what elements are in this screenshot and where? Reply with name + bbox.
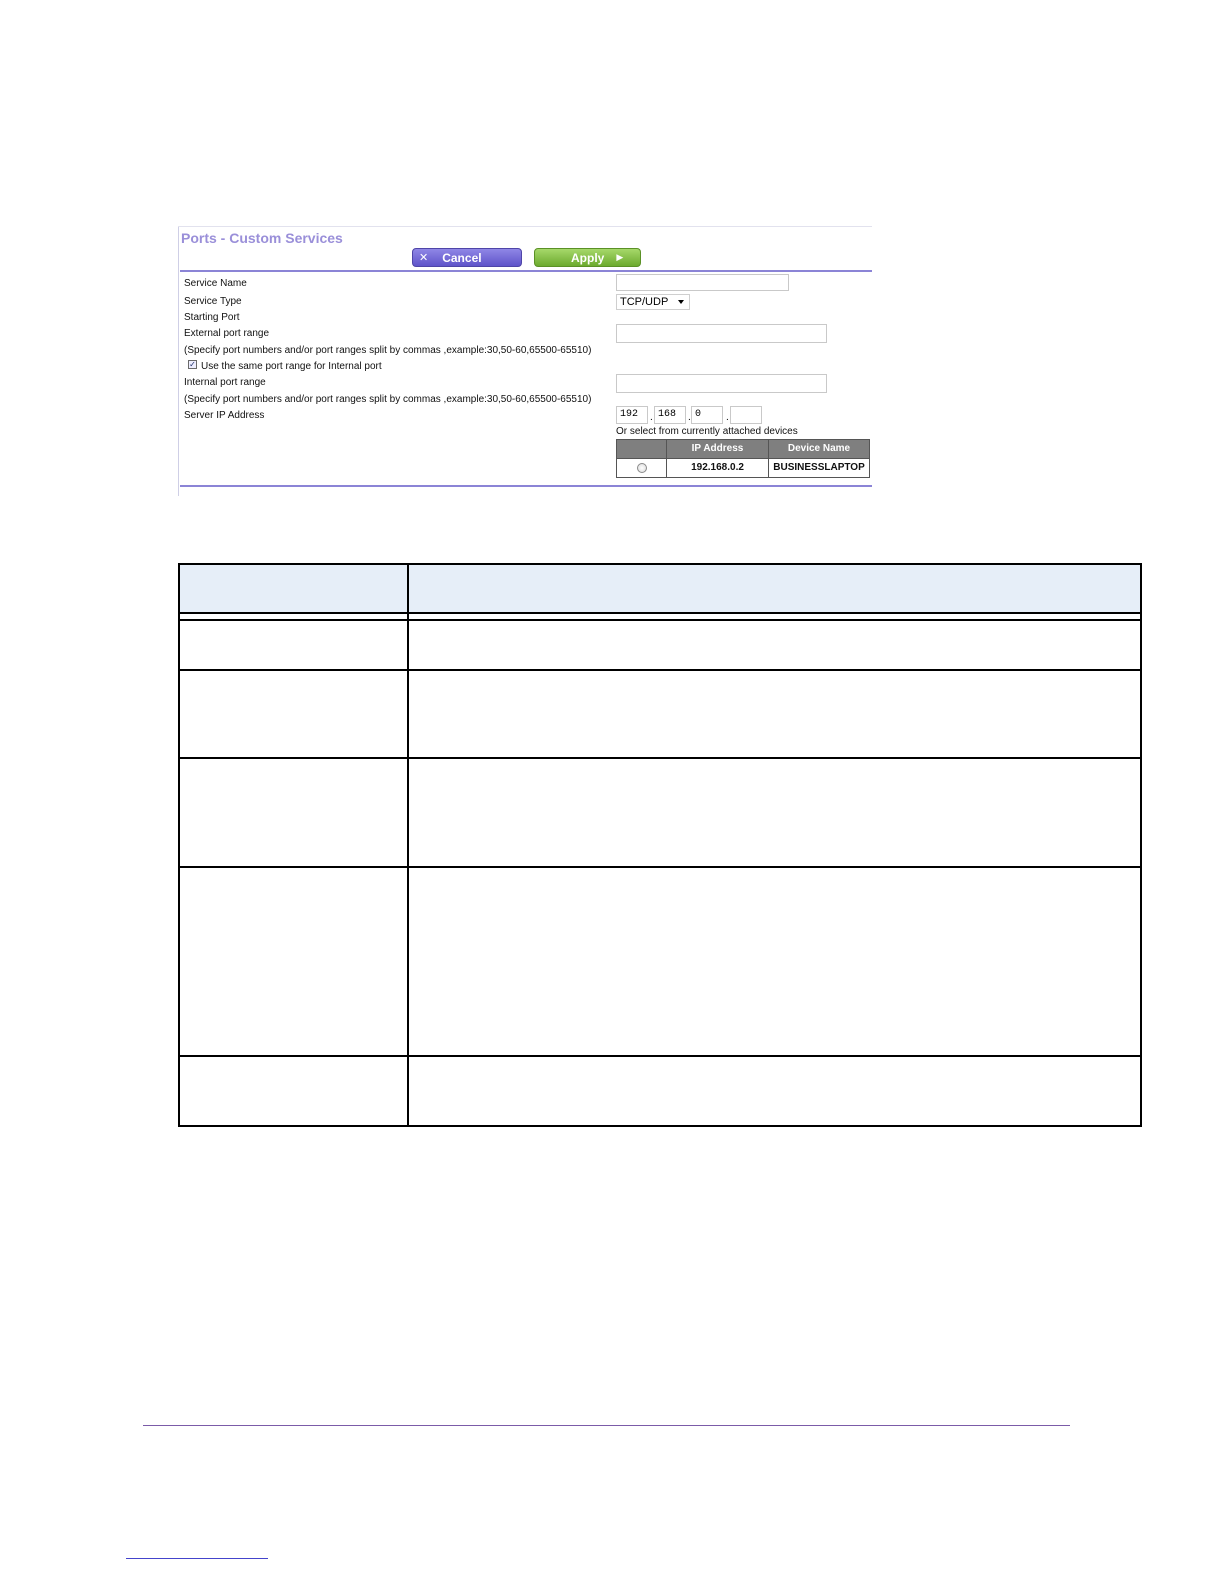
table-border — [178, 866, 1142, 868]
device-select-radio[interactable] — [637, 463, 647, 473]
table-border — [407, 563, 409, 1127]
table-border — [178, 612, 1142, 614]
apply-button-label: Apply — [571, 250, 605, 265]
select-devices-label: Or select from currently attached devices — [616, 426, 798, 437]
server-ip-octet-1[interactable]: 192 — [616, 406, 648, 424]
attached-devices-table — [616, 439, 870, 478]
column-header-select — [617, 440, 666, 458]
service-type-value: TCP/UDP — [620, 296, 669, 308]
custom-services-panel — [178, 226, 872, 496]
table-border — [178, 563, 180, 1127]
device-name: BUSINESSLAPTOP — [773, 462, 865, 473]
table-header-row — [180, 565, 1140, 613]
table-border — [178, 1125, 1142, 1127]
footer-divider — [180, 485, 872, 487]
server-ip-octet-2[interactable]: 168 — [654, 406, 686, 424]
cancel-button[interactable] — [412, 248, 522, 267]
service-name-label: Service Name — [184, 278, 247, 289]
internal-port-range-label: Internal port range — [184, 377, 266, 388]
table-border — [178, 757, 1142, 759]
apply-button[interactable] — [534, 248, 641, 267]
external-port-range-label: External port range — [184, 328, 270, 339]
table-border — [178, 1055, 1142, 1057]
settings-description-table — [178, 563, 1142, 1127]
service-type-select[interactable] — [616, 294, 690, 310]
page-title: Ports - Custom Services — [181, 230, 343, 246]
starting-port-label: Starting Port — [184, 312, 240, 323]
header-divider — [180, 270, 872, 272]
service-type-label: Service Type — [184, 296, 242, 307]
panel-border — [178, 226, 179, 496]
panel-top-line — [178, 226, 872, 227]
external-port-range-hint: (Specify port numbers and/or port ranges split by commas ,example:30,50-60,65500-65510) — [184, 345, 592, 356]
column-header-ip: IP Address — [691, 443, 744, 454]
service-name-input[interactable] — [616, 274, 789, 291]
internal-port-range-input[interactable] — [616, 374, 827, 393]
server-ip-octet-4[interactable] — [730, 406, 762, 424]
ip-dot: . — [726, 412, 729, 423]
table-border — [178, 563, 1142, 565]
table-border — [178, 619, 1142, 621]
footer-link-underline — [126, 1558, 268, 1559]
same-port-range-label: Use the same port range for Internal port — [201, 361, 382, 372]
close-icon: ✕ — [419, 252, 429, 264]
external-port-range-input[interactable] — [616, 324, 827, 343]
arrow-right-icon: ▶ — [616, 252, 624, 262]
column-header-device: Device Name — [787, 443, 851, 454]
ip-dot: . — [650, 412, 653, 423]
table-border — [1140, 563, 1142, 1127]
server-ip-octet-3[interactable]: 0 — [691, 406, 723, 424]
server-ip-label: Server IP Address — [184, 410, 265, 421]
table-border — [178, 669, 1142, 671]
ip-dot: . — [688, 412, 691, 423]
same-port-range-checkbox[interactable]: ✓ — [189, 360, 196, 369]
internal-port-range-hint: (Specify port numbers and/or port ranges split by commas ,example:30,50-60,65500-65510) — [184, 394, 592, 405]
footer-rule — [143, 1425, 1070, 1426]
chevron-down-icon — [678, 300, 684, 304]
cancel-button-label: Cancel — [442, 250, 482, 265]
device-ip: 192.168.0.2 — [691, 462, 744, 473]
